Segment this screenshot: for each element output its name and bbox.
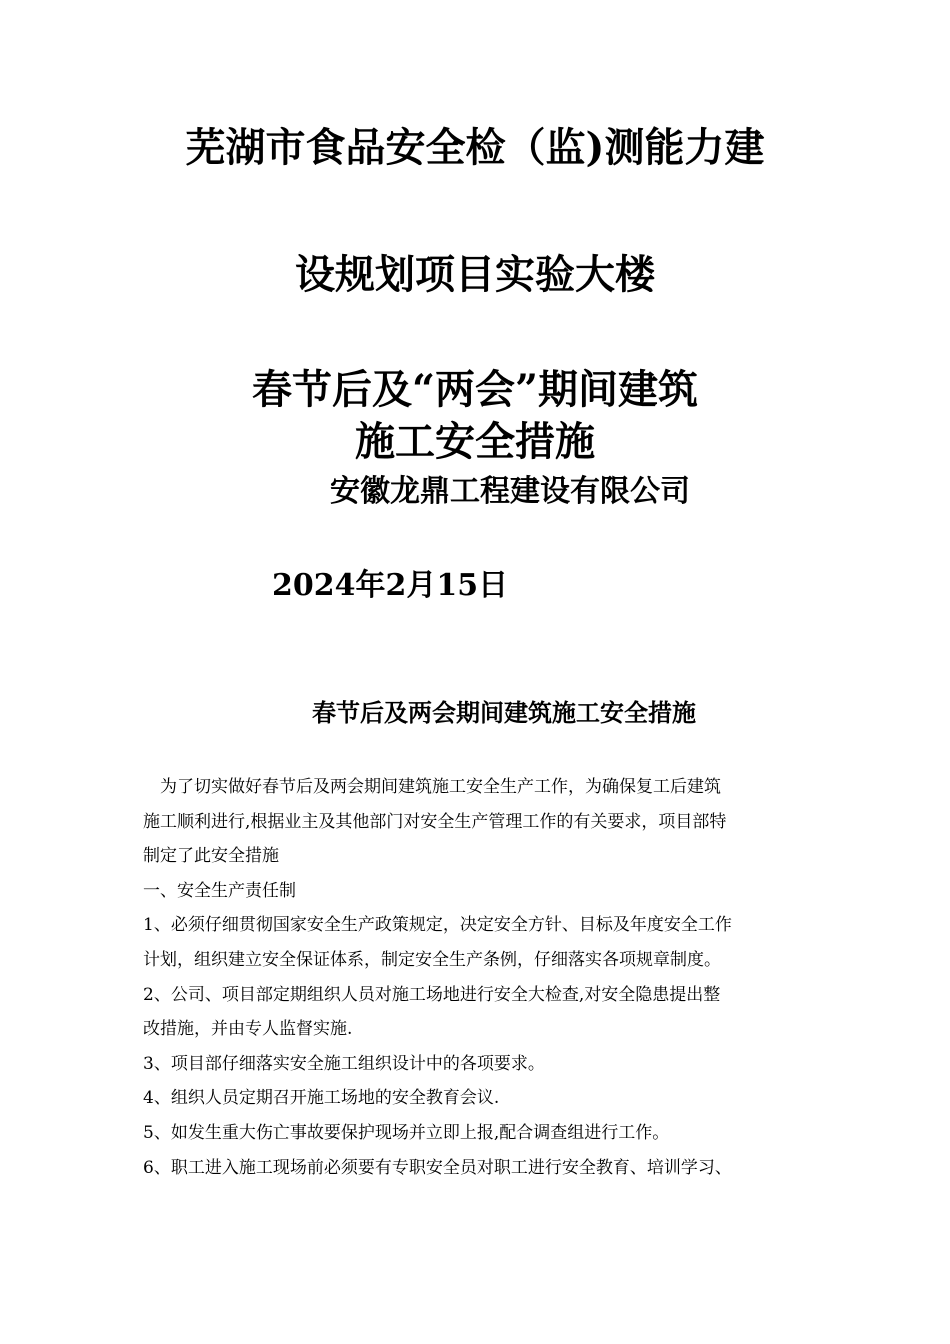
body-line: 计划，组织建立安全保证体系，制定安全生产条例，仔细落实各项规章制度。 <box>143 949 721 970</box>
body-line: 2、公司、项目部定期组织人员对施工场地进行安全大检查,对安全隐患提出整 <box>143 984 721 1005</box>
body-line: 一、安全生产责任制 <box>143 880 296 901</box>
document-date: 2024年2月15日 <box>272 568 509 603</box>
document-title-line-2: 设规划项目实验大楼 <box>295 251 655 298</box>
document-title-line-3: 春节后及“两会”期间建筑 <box>251 366 698 413</box>
body-line: 5、如发生重大伤亡事故要保护现场并立即上报,配合调查组进行工作。 <box>143 1122 670 1143</box>
company-name: 安徽龙鼎工程建设有限公司 <box>330 474 690 509</box>
body-line: 改措施，并由专人监督实施. <box>143 1019 353 1040</box>
body-line: 4、组织人员定期召开施工场地的安全教育会议. <box>143 1088 500 1109</box>
body-line: 3、项目部仔细落实安全施工组织设计中的各项要求。 <box>143 1053 545 1074</box>
document-title-line-1: 芜湖市食品安全检（监)测能力建 <box>185 124 765 171</box>
document-title-line-4: 施工安全措施 <box>355 418 595 465</box>
body-line: 为了切实做好春节后及两会期间建筑施工安全生产工作，为确保复工后建筑 <box>160 777 721 797</box>
body-text <box>143 770 808 1185</box>
section-title: 春节后及两会期间建筑施工安全措施 <box>312 698 696 727</box>
body-line: 施工顺利进行,根据业主及其他部门对安全生产管理工作的有关要求，项目部特 <box>143 811 727 832</box>
body-line: 1、必须仔细贯彻国家安全生产政策规定，决定安全方针、目标及年度安全工作 <box>143 915 732 936</box>
body-line: 制定了此安全措施 <box>143 846 279 867</box>
body-line: 6、职工进入施工现场前必须要有专职安全员对职工进行安全教育、培训学习、 <box>143 1157 732 1178</box>
